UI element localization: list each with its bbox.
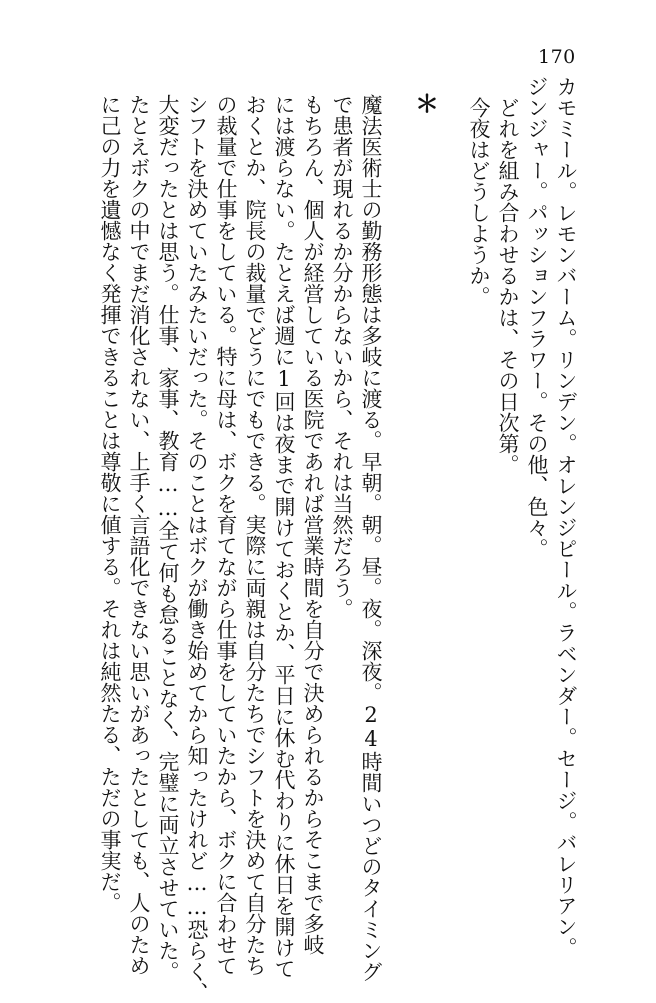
page-number: 170 <box>538 46 576 68</box>
text-column: どれを組み合わせるかは、その日次第。 <box>496 97 520 475</box>
text-column: に己の力を遺憾なく発揮できることは尊敬に値する。それは純然たる、ただの事実だ。 <box>98 94 122 913</box>
text-column: たとえボクの中でまだ消化されない、上手く言語化できない思いがあったとしても、人のため <box>127 94 151 976</box>
text-column: シフトを決めていたみたいだった。そのことはボクが働き始めてから知ったけれど……恐らく、 <box>185 94 209 1003</box>
text-column: 今夜はどうしようか。 <box>467 97 491 307</box>
scene-break-asterisk: ＊ <box>415 89 439 118</box>
text-column: カモミール。レモンバーム。リンデン。オレンジピール。ラベンダー。セージ。バレリアン。 <box>554 76 578 958</box>
text-column: の裁量で仕事をしている。特に母は、ボクを育てながら仕事をしていたから、ボクに合わせて <box>214 94 238 976</box>
text-column: で患者が現れるか分からないから、それは当然だろう。 <box>330 94 354 619</box>
text-column: 魔法医術士の勤務形態は多岐に渡る。早朝。朝。昼。夜。深夜。24時間いつどのタイミング <box>359 94 383 982</box>
text-column: には渡らない。たとえば週に1回は夜まで開けておくとか、平日に休む代わりに休日を開けて <box>272 94 296 979</box>
text-column: ジンジャー。パッションフラワー。その他、色々。 <box>525 76 549 559</box>
text-column: おくとか、院長の裁量でどうにでもできる。実際に両親は自分たちでシフトを決めて自分たち <box>243 94 267 976</box>
text-column: 大変だったとは思う。仕事、家事、教育……全て何も怠ることなく、完璧に両立させていた。 <box>156 94 180 982</box>
text-column: もちろん、個人が経営している医院であれば営業時間を自分で決められるからそこまで多岐 <box>301 94 325 955</box>
